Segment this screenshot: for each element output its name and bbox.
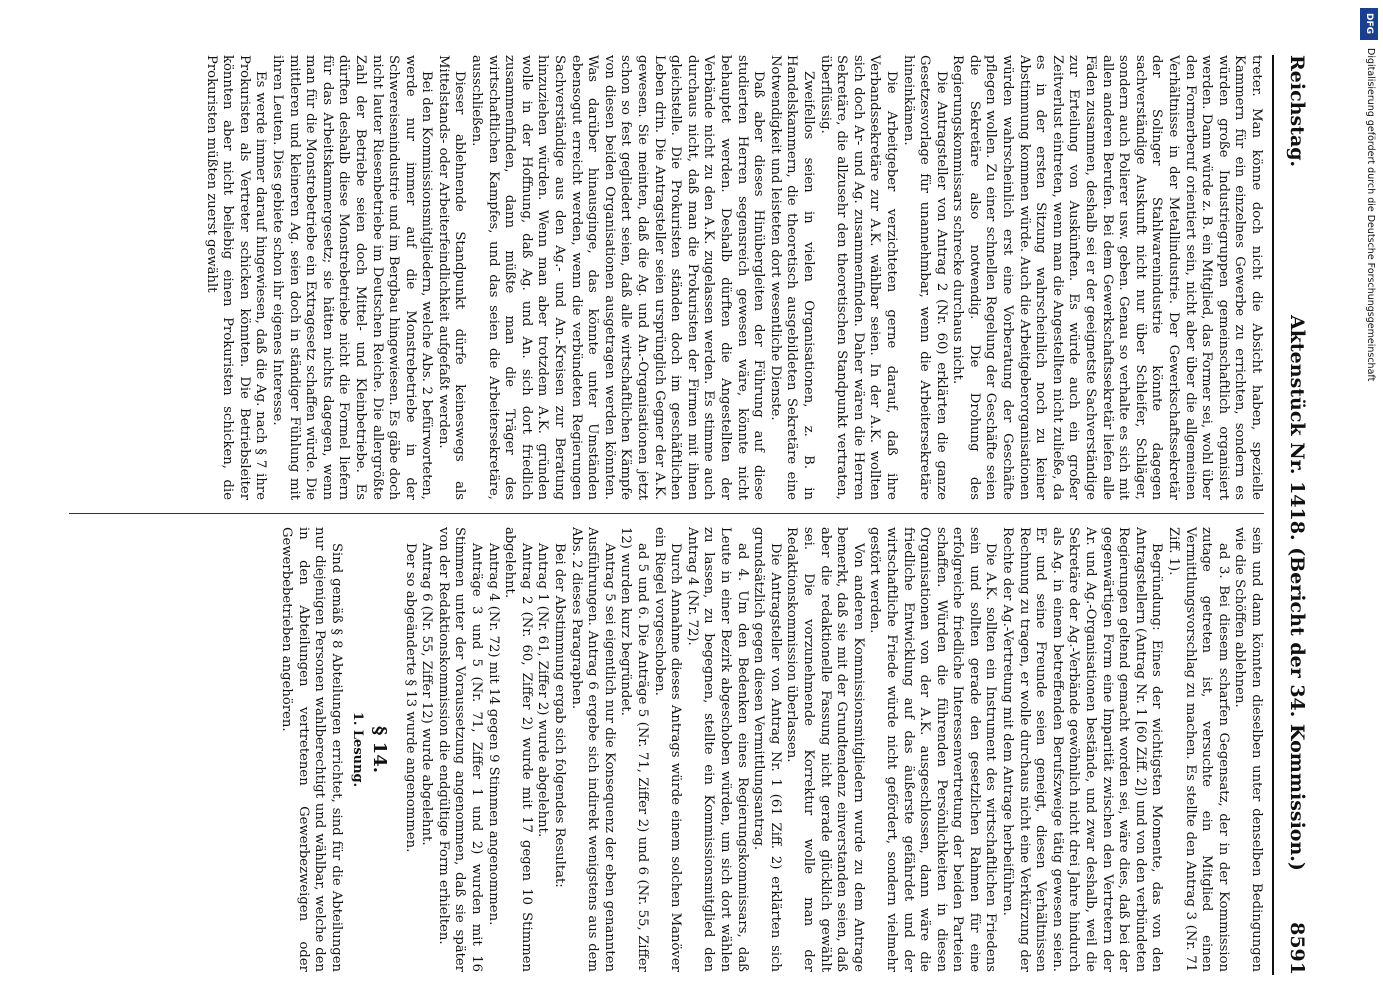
paragraph: Durch Annahme dieses Antrags würde einem solchen Manöver ein Riegel vorgeschoben. — [651, 527, 684, 972]
paragraph: ad 5 und 6. Die Anträge 5 (Nr. 71, Ziffer 2) und 6 (Nr. 55, Ziffer 12) wurden kurz begründet. — [618, 527, 651, 972]
paragraph: Von anderen Kommissionsmitgliedern wurde zu dem Antrage bemerkt, daß sie mit der Grundtendenz einverstanden seien, daß aber die redaktionelle Fassung nicht gerade glücklich gewählt sei. Die vorzunehmende Korrektur wolle man der Redaktionskommission überlassen. — [784, 527, 866, 972]
page-number: 8591 — [1286, 922, 1308, 975]
paragraph: Die Antragsteller von Antrag 2 (Nr. 60) erklärten die ganze Gesetzesvorlage für unannehmbar, wenn die Arbeitersekretäre hineinkämen. — [900, 55, 949, 500]
section-heading: § 14. — [369, 726, 391, 773]
paragraph: Antrag 5 sei eigentlich nur die Konsequenz der eben genannten Ausführungen. Antrag 6 ergebe sich indirekt wenigstens aus dem Abs. 2 dieses Paragraphen. — [568, 527, 617, 972]
section-subheading: 1. Lesung. — [349, 711, 365, 788]
paragraph: ad 3. Bei diesem scharfen Gegensatz, der in der Kommission zutage getreten ist, versuchte ein Mitglied einen Vermittlungsvorschlag zu machen. Es stellte den Antrag 3 (Nr. 71 Ziff. 1). — [1166, 527, 1231, 972]
column-right-paragraphs — [401, 527, 1264, 972]
paragraph: treter. Man könne doch nicht die Absicht haben, spezielle Kammern für ein einzelnes Gewerbe zu errichten, sondern es würden große Industriegruppen gemeinschaftlich organisiert werden. Dann würde z. B. ein Mitglied, das Former sei, wohl über den Formerberuf orientiert sein, nicht aber über die allgemeinen Verhältnisse in der Metallindustrie. Der Gewerkschaftssekretär der Solinger Stahlwarenindustrie könnte dagegen sachverständige Auskunft nicht nur über Schleifer, Schläger, sondern auch Polierer usw. geben. Genau so verhalte es sich mit allen anderen Berufen. Bei dem Gewerkschaftssekretär liefen alle Fäden zusammen, deshalb sei er der geeignetste Sachverständige zur Erteilung von Auskünften. Es würde auch ein großer Zeitverlust eintreten, wenn man die Angestellten nicht zuließe, da es in der ersten Sitzung wahrscheinlich noch zu keiner Abstimmung kommen würde. Auch die Arbeitgeberorganisationen würden wahrscheinlich erst eine Vorberatung der Geschäfte pflegen wollen. Zu einer schnellen Regelung der Geschäfte seien die Sekretäre also notwendig. Die Drohung des Regierungskommissars schrecke durchaus nicht. — [950, 55, 1264, 500]
header-title: Aktenstück Nr. 1418. (Bericht der 34. Kommission.) — [1286, 315, 1308, 871]
paragraph: Die A.K. sollten ein Instrument des wirtschaftlichen Friedens sein und sollten gerade den gesetzlichen Rahmen für eine erfolgreiche friedliche Interessenvertretung der beiden Parteien schaffen. Würden die führenden Persönlichkeiten in diesen Organisationen von der A.K. ausgeschlossen, dann wäre die friedliche Entwicklung auf das äußerste gefährdet und der wirtschaftliche Friede würde nicht gefördert, sondern vielmehr gestört werden. — [867, 527, 999, 972]
paragraph: Der so abgeänderte § 13 wurde angenommen. — [402, 543, 418, 853]
paragraph: Antrag 1 (Nr. 61, Ziffer 2) wurde abgelehnt. — [535, 543, 551, 838]
paragraph: Daß aber dieses Hinübergleiten der Führung auf diese studierten Herren segensreich gewesen wäre, könnte nicht behauptet werden. Deshalb dürften die Angestellten der Verbände nicht zu den A.K. zugelassen werden. Es stimme auch durchaus nicht, daß man die Prokuristen der Firmen mit ihnen gleichstelle. Die Prokuristen ständen doch im geschäftlichen Leben drin. Die Antragsteller seien ursprünglich Gegner der A.K. gewesen. Sie meinten, daß die Ag. und An.-Organisationen jetzt schon so fest gegliedert seien, daß alle wirtschaftlichen Kämpfe von diesen beiden Organisationen ausgetragen werden könnten. Was darüber hinausginge, das könnte unter Umständen ebensogut erreicht werden, wenn die verbündeten Regierungen Sachverständige aus den Ag.- und An.-Kreisen zur Beratung hinzuziehen würden. Wenn man aber trotzdem A.K. gründen wolle in der Hoffnung, daß Ag. und An. sich dort friedlich zusammenfinden, dann müßte man die Träger des wirtschaftlichen Kampfes, und das seien die Arbeitersekretäre, ausschließen. — [469, 55, 767, 500]
paragraph: ad 4. Um den Bedenken eines Regierungskommissars, daß Leute in einer Bezirk abgeschoben würden, um sich dort wählen zu lassen, zu begegnen, stellte ein Kommissionsmitglied den Antrag 4 (Nr. 72). — [684, 527, 750, 972]
paragraph: Antrag 2 (Nr. 60, Ziffer 2) wurde mit 17 gegen 10 Stimmen abgelehnt. — [502, 527, 534, 972]
column-divider — [69, 513, 1264, 514]
page-header — [1272, 55, 1314, 975]
paragraph: Antrag 6 (Nr. 55, Ziffer 12) wurde abgelehnt. — [419, 543, 435, 846]
paragraph: Begründung: Eines der wichtigsten Momente, das von den Antragstellern (Antrag Nr. 1 [60 Ziff. 2]) und von den verbündeten Regierungen geltend gemacht worden sei, wäre dies, daß bei der gegenwärtigen Form eine Imparität zwischen den Vertretern der Ar. und Ag.-Organisationen bestände, und zwar deshalb, weil die Sekretäre der Ag.-Verbände gewöhnlich nicht drei Jahre hindurch als Ag. in einem betreffenden Berufszweige tätig gewesen seien. Er und seine Freunde seien geneigt, diesen Verhältnissen Rechnung zu tragen, er wolle durchaus nicht eine Verkürzung der Rechte der Ag.-Vertretung mit dem Antrage herbeiführen. — [1000, 527, 1165, 972]
column-right — [69, 527, 1264, 972]
paragraph: Antrag 4 (Nr. 72) mit 14 gegen 9 Stimmen angenommen. — [485, 543, 501, 926]
section-text: Sind gemäß § 8 Abteilungen errichtet, sind für die Abteilungen nur diejenigen Personen wahlberechtigt und wählbar, welche den in den Abteilungen vertretenen Gewerbezweigen oder Gewerbebetrieben angehören. — [279, 527, 344, 972]
paragraph: Die Antragsteller von Antrag Nr. 1 (61 Ziff. 2) erklärten sich grundsätzlich gegen diesen Vermittlungsantrag. — [751, 527, 783, 972]
paragraph: Anträge 3 und 5 (Nr. 71, Ziffer 1 und 2) wurden mit 16 Stimmen unter der Voraussetzung angenommen, daß sie später von der Redaktionskommission die endgültige Form erhielten. — [435, 527, 485, 972]
digitization-notice: Digitalisierung gefördert durch die Deutsche Forschungsgemeinschaft — [1365, 48, 1376, 382]
dfg-logo: DFG — [1360, 8, 1378, 40]
header-left: Reichstag. — [1286, 55, 1308, 168]
paragraph: Dieser ablehnende Standpunkt dürfe keineswegs als Mittelstands- oder Arbeiterfeindlichkeit aufgefaßt werden. — [435, 55, 468, 500]
paragraph: Zweifellos seien in vielen Organisationen, z. B. in Handelskammern, die theoretisch ausgebildeten Sekretäre eine Notwendigkeit und leisteten dort wesentliche Dienste. — [767, 55, 816, 500]
column-left — [69, 55, 1264, 500]
paragraph: Es werde immer darauf hingewiesen, daß die Ag. nach § 7 ihre Prokuristen als Vertreter schicken könnten. Die Betriebsleiter könnten aber nicht beliebig einen Prokuristen schicken, die Prokuristen müßten zuerst gewählt — [203, 55, 269, 500]
text-columns — [64, 55, 1264, 975]
rotated-page — [54, 55, 1314, 975]
paragraph: sein und dann könnten dieselben unter denselben Bedingungen wie die Schöffen ablehnen. — [1232, 527, 1264, 972]
page-content — [54, 55, 1314, 975]
paragraph: Bei den Kommissionsmitgliedern, welche Abs. 2 befürworteten, werde nur immer auf die Monstrebetriebe in der Schwereisenindustrie und im Bergbau hingewiesen. Es gäbe doch nicht lauter Riesenbetriebe im Deutschen Reiche. Die allergrößte Zahl der Betriebe seien doch Mittel- und Kleinbetriebe. Es dürften deshalb diese Monstrebetriebe nicht die Formel liefern für das Arbeitskammergesetz; sie hätten nichts dagegen, wenn man für die Monstrebetriebe ein Extragesetz schaffen würde. Die mittleren und kleineren Ag. seien doch in ständiger Fühlung mit ihren Leuten. Dies gebiete schon ihr eigenes Interesse. — [269, 55, 435, 500]
paragraph: Die Arbeitgeber verzichteten gerne darauf, daß ihre Verbandssekretäre zur A.K. wählbar seien. In der A.K. wollten sich doch Ar- und Ag. zusammenfinden. Daher wären die Herren Sekretäre, die allzusehr den theoretischen Standpunkt vertraten, überflüssig. — [817, 55, 899, 500]
paragraph: Bei der Abstimmung ergab sich folgendes Resultat: — [552, 543, 568, 888]
